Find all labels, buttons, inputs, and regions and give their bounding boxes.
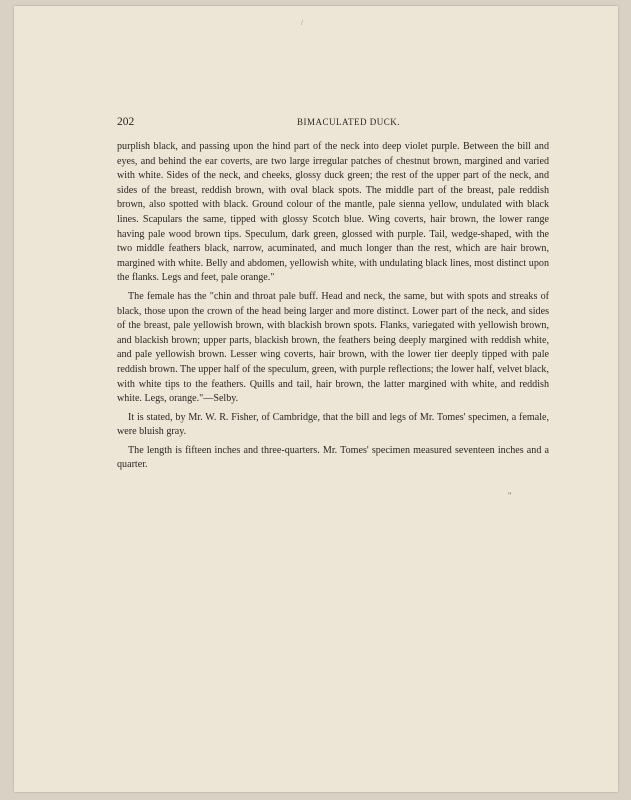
body-text <box>117 140 549 477</box>
stray-mark: " <box>508 491 512 500</box>
page-heading: BIMACULATED DUCK. <box>297 117 400 127</box>
book-page <box>14 6 618 792</box>
paragraph-female-description: The female has the "chin and throat pale buff. Head and neck, the same, but with spots and streaks of black, those upon the crown of the head being larger and more distinct. Lower part of the neck, and sides of the breast, pale yellowish brown, with blackish brown spots. Flanks, variegated with yellowish brown, and blackish brown; upper parts, blackish brown, the feathers being deeply margined with reddish white, and pale yellowish brown. Lesser wing coverts, hair brown, with the lower tier deeply tipped with pale reddish brown. The upper half of the speculum, green, with purple reflections; the lower half, velvet black, with white tips to the feathers. Quills and tail, hair brown, the latter margined with white, and reddish white. Legs, orange."—Selby. <box>117 290 549 405</box>
page-number: 202 <box>117 116 135 128</box>
paragraph-fisher-note: It is stated, by Mr. W. R. Fisher, of Cambridge, that the bill and legs of Mr. Tomes' specimen, a female, were bluish gray. <box>117 411 549 438</box>
paragraph-male-description: purplish black, and passing upon the hind part of the neck into deep violet purple. Between the bill and eyes, and behind the ear coverts, are two large irregular patches of chestnut brown, margined and varied with white. Sides of the neck, and cheeks, glossy duck green; the rest of the upper part of the neck, and sides of the breast, reddish brown, with oval black spots. The middle part of the breast, pale reddish brown, also spotted with black. Ground colour of the mantle, pale sienna yellow, undulated with black lines. Scapulars the same, tipped with glossy Scotch blue. Wing coverts, hair brown, the lower range having pale wood brown tips. Speculum, dark green, glossed with purple. Tail, wedge-shaped, with the two middle feathers black, narrow, acuminated, and much longer than the rest, which are hair brown, margined with white. Belly and abdomen, yellowish white, with undulating black lines, most distinct upon the flanks. Legs and feet, pale orange." <box>117 141 549 284</box>
fold-mark: / <box>301 18 304 27</box>
running-head <box>117 116 549 130</box>
paragraph-length: The length is fifteen inches and three-quarters. Mr. Tomes' specimen measured seventeen inches and a quarter. <box>117 444 549 471</box>
